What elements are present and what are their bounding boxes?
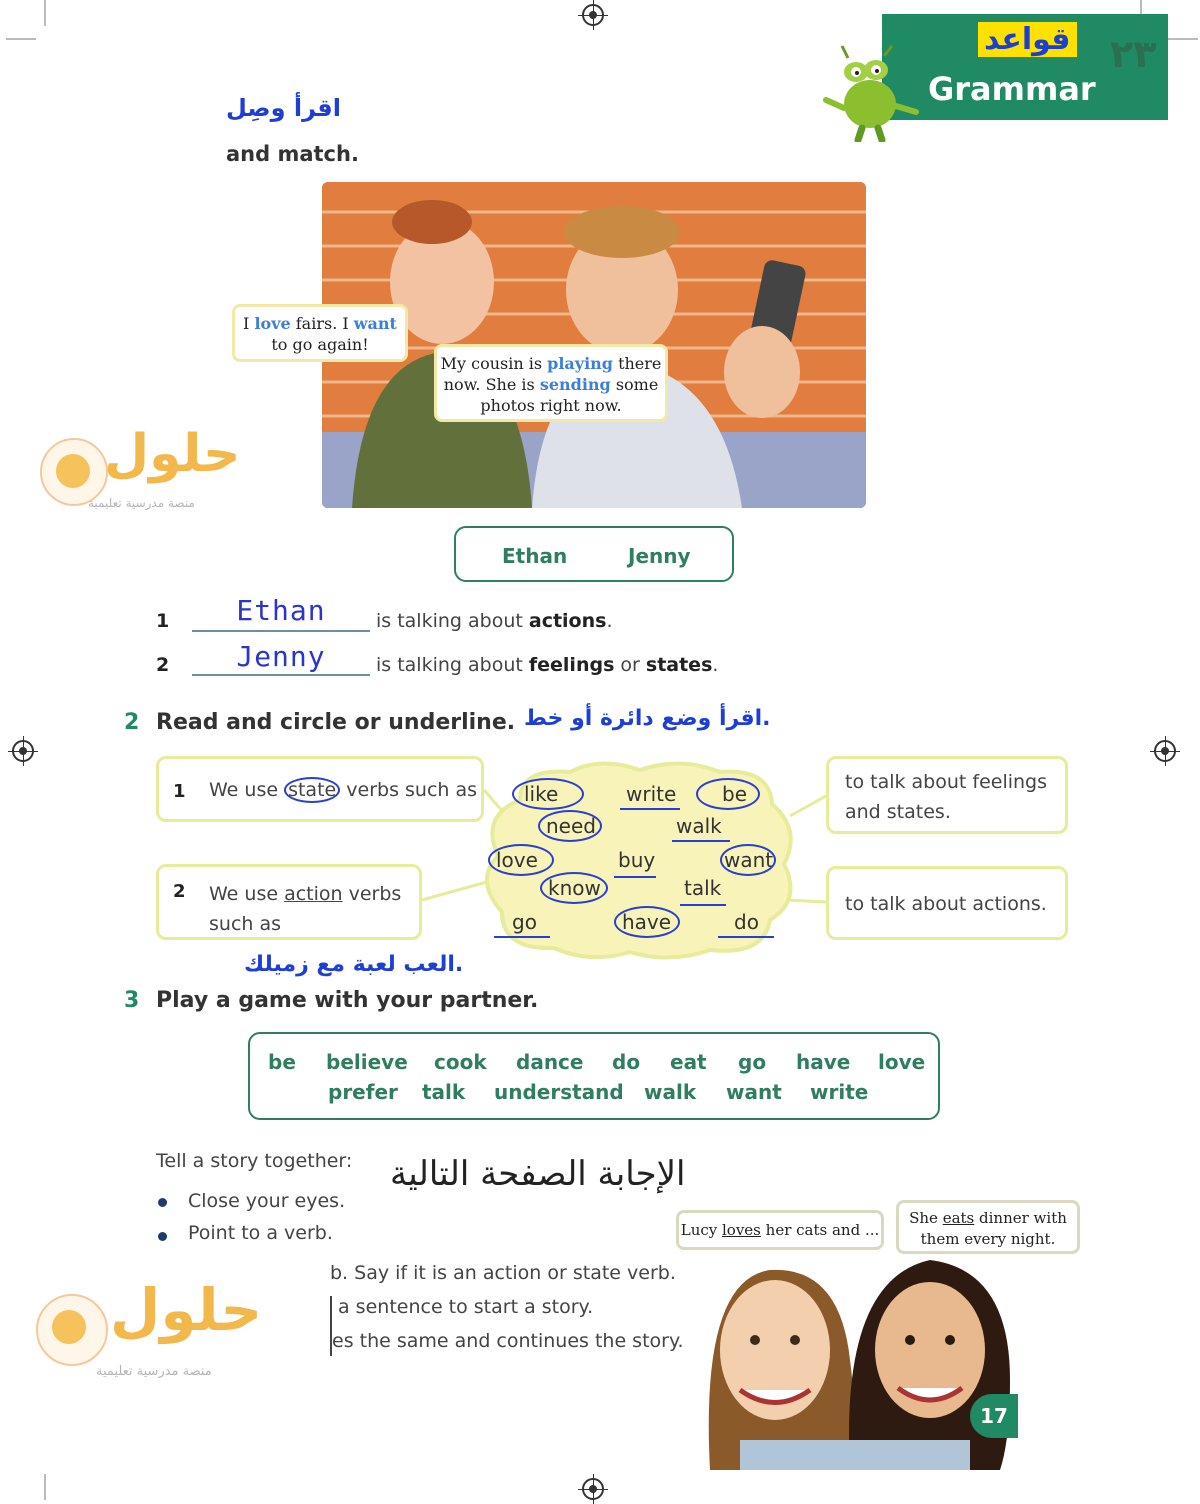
- watermark-logo-icon: [36, 1294, 108, 1366]
- cloud-word-love: love: [496, 848, 538, 872]
- bubble-highlight-want: want: [353, 314, 397, 333]
- verb-item: be: [268, 1050, 296, 1074]
- verb-item: believe: [326, 1050, 408, 1074]
- watermark-text: حلول: [104, 424, 241, 484]
- section-title: Read and circle or underline.: [156, 710, 516, 735]
- cloud-word-know: know: [548, 876, 601, 900]
- speech-bubble-eats: [896, 1200, 1080, 1254]
- page-number-badge: 17: [970, 1394, 1018, 1438]
- verb-item: do: [612, 1050, 641, 1074]
- circle-mark: [720, 844, 776, 876]
- sentence-keyword: states: [645, 654, 713, 676]
- bubble-text: My cousin is: [440, 354, 548, 373]
- registration-mark: [582, 1478, 604, 1500]
- cloud-word-like: like: [524, 782, 559, 806]
- cloud-word-talk: talk: [684, 876, 722, 900]
- verb-item: want: [726, 1080, 782, 1104]
- cloud-word-go: go: [512, 910, 537, 934]
- bullet-dot: [158, 1198, 167, 1207]
- bubble-underlined-eats: eats: [942, 1209, 975, 1227]
- section-number: 3: [124, 988, 140, 1013]
- step-text: a sentence to start a story.: [338, 1296, 594, 1318]
- arabic-answer-note: الإجابة الصفحة التالية: [390, 1154, 686, 1194]
- circled-word-state: state: [284, 777, 340, 803]
- statement-number: 2: [173, 881, 186, 902]
- verb-item: talk: [422, 1080, 466, 1104]
- sentence-text: .: [606, 610, 613, 632]
- sentence-text: is talking about: [376, 610, 529, 632]
- underline-mark: [680, 904, 726, 906]
- item-number: 1: [156, 610, 170, 632]
- bubble-text: photos right now.: [480, 396, 622, 415]
- circle-mark: [512, 778, 584, 810]
- name-option-jenny: Jenny: [628, 544, 691, 568]
- circle-mark: [614, 906, 680, 938]
- bullet-text: Close your eyes.: [188, 1190, 346, 1212]
- sentence-text: .: [712, 654, 719, 676]
- underline-mark: [672, 840, 730, 842]
- step-text: b. Say if it is an action or state verb.: [330, 1262, 676, 1284]
- verb-list-box: [248, 1032, 940, 1120]
- verb-item: prefer: [328, 1080, 398, 1104]
- crop-mark: [44, 1474, 46, 1500]
- verb-cloud-words: [480, 760, 800, 960]
- watermark-text: حلول: [110, 1276, 263, 1344]
- bubble-text: them every night.: [920, 1230, 1056, 1248]
- cloud-word-do: do: [734, 910, 759, 934]
- section-number: 2: [124, 710, 140, 735]
- bubble-highlight-love: love: [254, 314, 291, 333]
- arabic-page-number: ٢٣: [1110, 32, 1157, 76]
- section-title: Play a game with your partner.: [156, 988, 539, 1013]
- bubble-text: now. She is: [443, 375, 540, 394]
- arabic-grammar-label: قواعد: [978, 22, 1077, 57]
- circle-mark: [538, 810, 602, 842]
- speech-bubble-lucy: [676, 1210, 884, 1250]
- verb-item: eat: [670, 1050, 707, 1074]
- underline-mark: [718, 936, 774, 938]
- statement-part: We use: [209, 779, 285, 801]
- underline-mark: [494, 936, 550, 938]
- bubble-text: to go again!: [271, 335, 369, 354]
- purpose-text: to talk about actions.: [845, 893, 1047, 915]
- cloud-word-write: write: [626, 782, 677, 806]
- cloud-word-have: have: [622, 910, 672, 934]
- watermark-subtitle: منصة مدرسية تعليمية: [96, 1364, 212, 1379]
- bubble-text: I: [243, 314, 255, 333]
- story-intro: Tell a story together:: [156, 1150, 353, 1172]
- statement-number: 1: [173, 781, 186, 802]
- statement-part: We use: [209, 883, 285, 905]
- verb-item: walk: [644, 1080, 697, 1104]
- circle-mark: [540, 872, 608, 904]
- purpose-line: and states.: [845, 801, 951, 823]
- handwritten-answer: Ethan: [236, 594, 326, 627]
- statement-part: verbs: [342, 883, 402, 905]
- arabic-instruction-2: اقرأ وضع دائرة أو خط.: [524, 706, 771, 731]
- bullet-text-clipped: [188, 1222, 338, 1240]
- bubble-highlight-sending: sending: [539, 375, 611, 394]
- bullet-dot: [158, 1232, 167, 1241]
- cloud-word-buy: buy: [618, 848, 656, 872]
- cloud-word-want: want: [724, 848, 774, 872]
- bubble-text: some: [610, 375, 659, 394]
- sentence-keyword: actions: [528, 610, 607, 632]
- verb-item: go: [738, 1050, 767, 1074]
- statement-part: verbs such as: [340, 779, 478, 801]
- item-number: 2: [156, 654, 170, 676]
- verb-item: write: [810, 1080, 869, 1104]
- watermark-subtitle: منصة مدرسية تعليمية: [88, 496, 195, 510]
- bubble-text: She: [909, 1209, 943, 1227]
- bubble-text: there: [612, 354, 662, 373]
- underline-mark: [620, 808, 680, 810]
- bubble-text: fairs. I: [290, 314, 354, 333]
- sentence-text: or: [614, 654, 646, 676]
- instruction-tail: and match.: [226, 142, 359, 166]
- arabic-instruction-1: اقرأ وصِل: [226, 94, 341, 122]
- arabic-instruction-3: العب لعبة مع زميلك.: [244, 952, 464, 977]
- bubble-underlined-loves: loves: [722, 1221, 761, 1239]
- purpose-line: to talk about feelings: [845, 771, 1048, 793]
- bubble-highlight-playing: playing: [547, 354, 613, 373]
- cloud-word-walk: walk: [676, 814, 722, 838]
- handwritten-answer: Jenny: [236, 640, 326, 673]
- step-text: es the same and continues the story.: [332, 1330, 684, 1352]
- underline-mark: [614, 876, 656, 878]
- sentence-text: is talking about: [376, 654, 529, 676]
- bullet-text: Point to a verb.: [188, 1222, 333, 1240]
- grammar-title: Grammar: [928, 70, 1096, 108]
- girls-photo: [680, 1240, 1030, 1470]
- bubble-text: dinner with: [974, 1209, 1067, 1227]
- circle-mark: [488, 844, 554, 876]
- underlined-word-action: action: [284, 883, 343, 905]
- text-clip-edge: [330, 1296, 332, 1356]
- cloud-word-need: need: [546, 814, 596, 838]
- verb-item: have: [796, 1050, 851, 1074]
- verb-item: understand: [494, 1080, 624, 1104]
- verb-item: dance: [516, 1050, 584, 1074]
- name-option-ethan: Ethan: [502, 544, 568, 568]
- bubble-text: her cats and ...: [760, 1221, 880, 1239]
- bubble-text: Lucy: [680, 1221, 722, 1239]
- sentence-keyword: feelings: [528, 654, 615, 676]
- verb-item: love: [878, 1050, 926, 1074]
- statement-part: such as: [209, 913, 282, 935]
- cloud-word-be: be: [722, 782, 747, 806]
- verb-item: cook: [434, 1050, 487, 1074]
- circle-mark: [696, 778, 760, 810]
